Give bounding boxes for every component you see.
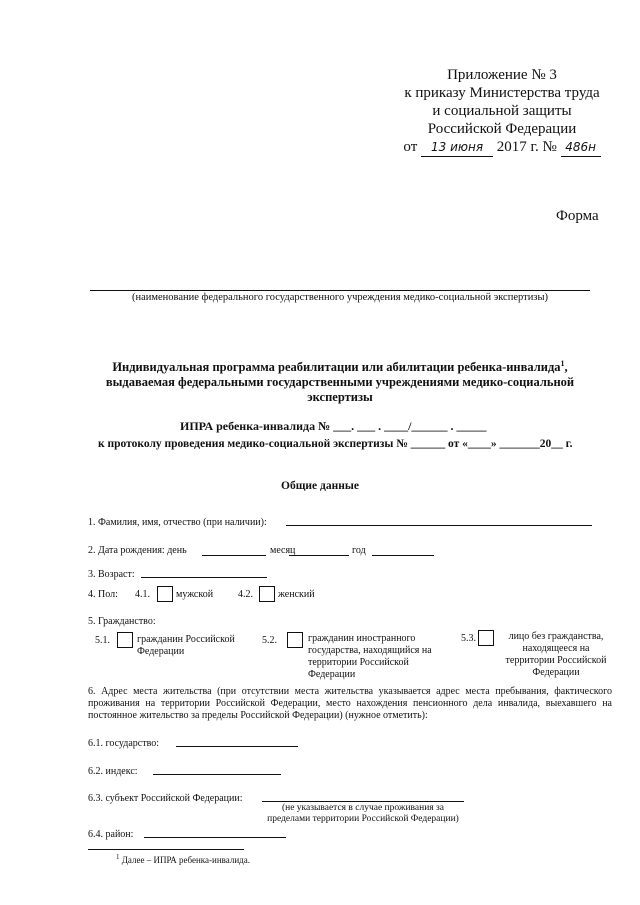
document-title xyxy=(70,356,610,405)
male-label: мужской xyxy=(176,589,214,600)
sex-option-4-2: 4.2. xyxy=(238,589,253,600)
field-birth-month-label: месяц xyxy=(270,545,296,556)
header-date-line xyxy=(386,138,618,157)
protocol-line: к протоколу проведения медико-социальной экспертизы № ______ от «____» _______20__ г. xyxy=(98,438,573,450)
title-line-1: Индивидуальная программа реабилитации или абилитации ребенка-инвалида$^1$, xyxy=(112,359,568,375)
citizenship-foreign-checkbox[interactable] xyxy=(287,632,303,648)
field-region-label: 6.3. субъект Российской Федерации: xyxy=(88,793,243,804)
citizenship-rf-checkbox[interactable] xyxy=(117,632,133,648)
field-district-label: 6.4. район: xyxy=(88,829,134,840)
field-birth-day-input[interactable] xyxy=(202,555,266,556)
field-postcode-input[interactable] xyxy=(153,774,281,775)
title-line-3: экспертизы xyxy=(307,390,373,405)
institution-name-line xyxy=(90,290,590,291)
female-checkbox[interactable] xyxy=(259,586,275,602)
header-line-1: Приложение № 3 xyxy=(447,67,557,83)
ipra-number-line: ИПРА ребенка-инвалида № ___. ___ . ____/______ . _____ xyxy=(180,419,487,433)
citizenship-option-5-2: 5.2. xyxy=(262,635,277,646)
field-age-label: 3. Возраст: xyxy=(88,569,135,580)
title-line-2: выдаваемая федеральными государственными учреждениями медико-социальной xyxy=(105,375,575,390)
citizenship-rf-text: гражданин Российской Федерации xyxy=(137,634,235,657)
year-text: 2017 г. № xyxy=(496,139,557,155)
footnote xyxy=(116,853,250,865)
header-line-4: Российской Федерации xyxy=(427,121,577,137)
field-birth-year-input[interactable] xyxy=(372,555,434,556)
field-country-input[interactable] xyxy=(176,746,298,747)
field-full-name-label: 1. Фамилия, имя, отчество (при наличии): xyxy=(88,517,267,528)
male-checkbox[interactable] xyxy=(157,586,173,602)
number-handwritten: 486н xyxy=(561,138,601,157)
field-country-label: 6.1. государство: xyxy=(88,738,160,749)
footnote-mark: 1 xyxy=(116,853,120,861)
field-full-name-input[interactable] xyxy=(286,525,592,526)
institution-caption: (наименование федерального государственного учреждения медико-социальной экспертизы) xyxy=(131,292,549,303)
citizenship-option-5-1: 5.1. xyxy=(95,635,110,646)
footnote-separator xyxy=(88,849,244,850)
sex-option-4-1: 4.1. xyxy=(135,589,150,600)
appendix-header xyxy=(386,66,618,157)
title-line-1-text: Индивидуальная программа реабилитации или абилитации ребенка-инвалида xyxy=(112,360,561,375)
field-postcode-label: 6.2. индекс: xyxy=(88,766,138,777)
citizenship-option-5-3: 5.3. xyxy=(461,633,476,644)
section-title: Общие данные xyxy=(281,480,359,492)
date-handwritten: 13 июня xyxy=(421,138,493,157)
field-region-input[interactable] xyxy=(262,801,464,802)
stateless-checkbox[interactable] xyxy=(478,630,494,646)
title-footnote-mark: 1 xyxy=(560,359,565,368)
footnote-text: Далее – ИПРА ребенка-инвалида. xyxy=(121,855,251,865)
field-birth-month-input[interactable] xyxy=(289,555,349,556)
field-citizenship-label: 5. Гражданство: xyxy=(88,616,156,627)
field-district-input[interactable] xyxy=(144,837,286,838)
date-prefix: от xyxy=(403,139,418,155)
field-birth-day-label: 2. Дата рождения: день xyxy=(88,545,187,556)
header-line-3: и социальной защиты xyxy=(432,103,572,119)
field-address-description: 6. Адрес места жительства (при отсутствии места жительства указывается адрес места пребывания, фактического проживания на территории Российской Федерации, место нахождения пенсионного дела инвалида, выехавшего на постоянное жительство за пределы Российской Федерации) (нужное отметить): xyxy=(88,686,612,721)
field-sex-label: 4. Пол: xyxy=(88,589,118,600)
form-label: Форма xyxy=(556,208,599,224)
field-birth-year-label: год xyxy=(352,545,366,556)
citizenship-foreign-text: гражданин иностранного государства, находящийся на территории Российской Федерации xyxy=(308,633,432,680)
header-line-2: к приказу Министерства труда xyxy=(404,85,600,101)
stateless-text: лицо без гражданства, находящееся на территории Российской Федерации xyxy=(505,631,607,678)
female-label: женский xyxy=(278,589,315,600)
field-region-note: (не указывается в случае проживания за пределами территории Российской Федерации) xyxy=(267,803,459,824)
field-age-input[interactable] xyxy=(141,577,267,578)
